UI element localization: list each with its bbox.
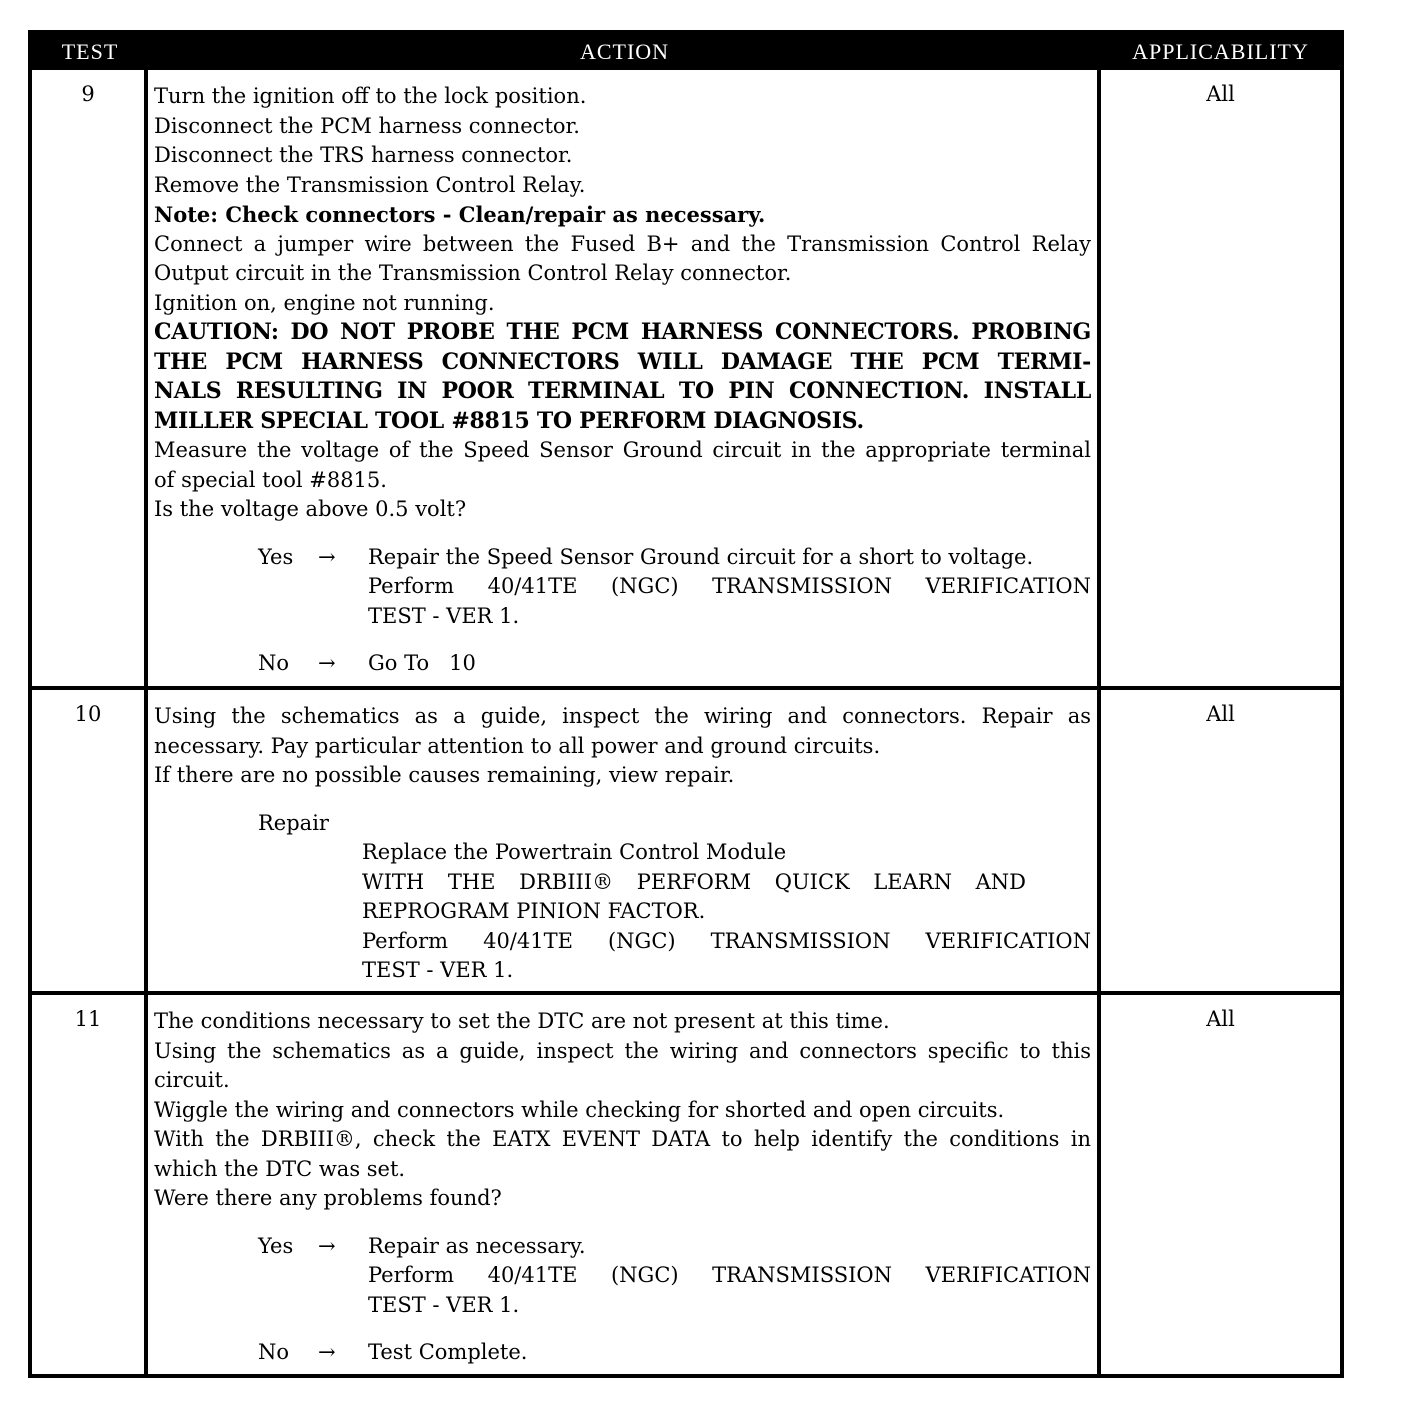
action-line: necessary. Pay particular attention to all power and ground circuits. (154, 733, 881, 758)
result-line: Repair the Speed Sensor Ground circuit for a short to voltage. (368, 544, 1034, 569)
no-result (154, 649, 1091, 679)
action-cell (148, 995, 1101, 1374)
action-line: Measure the voltage of the Speed Sensor Ground circuit in the appropriate terminal (154, 438, 1091, 462)
action-line: The conditions necessary to set the DTC are not present at this time. (154, 1009, 890, 1033)
yes-result (154, 543, 1091, 632)
no-label: No (258, 651, 290, 675)
no-result (154, 1338, 1091, 1368)
arrow-icon: → (318, 1233, 336, 1258)
result-line: TEST - VER 1. (368, 1292, 520, 1317)
caution-line: CAUTION: DO NOT PROBE THE PCM HARNESS CONNECTORS. PROBING (154, 319, 1091, 345)
applicability-value: All (1206, 1007, 1235, 1031)
action-line: Connect a jumper wire between the Fused B+ and the Transmission Control Relay (154, 231, 1091, 256)
note-line: Note: Check connectors - Clean/repair as necessary. (154, 202, 766, 227)
goto-link[interactable]: Go To 10 (368, 651, 476, 675)
question-line: Were there any problems found? (154, 1186, 502, 1210)
action-cell (148, 690, 1101, 991)
caution-line: THE PCM HARNESS CONNECTORS WILL DAMAGE THE PCM TERMI- (154, 348, 1091, 375)
no-label: No (258, 1340, 290, 1364)
repair-line: Perform 40/41TE (NGC) TRANSMISSION VERIFICATION (362, 928, 1091, 953)
repair-block (362, 838, 1091, 986)
question-line: Is the voltage above 0.5 volt? (154, 497, 467, 521)
table-row-test-10 (32, 686, 1340, 991)
action-line: Disconnect the TRS harness connector. (154, 143, 573, 167)
action-line: Using the schematics as a guide, inspect the wiring and connectors. Repair as (154, 704, 1091, 728)
test-number: 11 (32, 995, 148, 1374)
header-action: ACTION (579, 39, 670, 64)
table-header (32, 34, 1340, 70)
yes-label: Yes (258, 544, 294, 569)
caution-line: NALS RESULTING IN POOR TERMINAL TO PIN CONNECTION. INSTALL (154, 378, 1091, 404)
arrow-icon: → (318, 651, 336, 675)
test-number: 9 (32, 70, 148, 686)
arrow-icon: → (318, 1340, 336, 1364)
action-line: Output circuit in the Transmission Control Relay connector. (154, 261, 792, 285)
action-line: If there are no possible causes remaining, view repair. (154, 763, 735, 787)
action-line: which the DTC was set. (154, 1156, 406, 1181)
repair-line: WITH THE DRBIII® PERFORM QUICK LEARN AND (362, 869, 1026, 894)
action-line: Remove the Transmission Control Relay. (154, 172, 586, 197)
header-applicability: APPLICABILITY (1132, 39, 1309, 64)
applicability-value: All (1206, 82, 1235, 106)
action-line: of special tool #8815. (154, 467, 387, 492)
result-line: Repair as necessary. (368, 1233, 586, 1258)
applicability-value: All (1206, 702, 1235, 726)
header-test: TEST (61, 39, 119, 64)
action-line: Ignition on, engine not running. (154, 290, 495, 315)
action-line: circuit. (154, 1068, 230, 1092)
table-row-test-11 (32, 991, 1340, 1374)
result-line: Test Complete. (368, 1340, 528, 1364)
repair-label: Repair (258, 810, 329, 835)
action-line: Using the schematics as a guide, inspect the wiring and connectors specific to this (154, 1038, 1091, 1063)
caution-line: MILLER SPECIAL TOOL #8815 TO PERFORM DIAGNOSIS. (154, 407, 864, 434)
result-line: Perform 40/41TE (NGC) TRANSMISSION VERIFICATION (368, 1263, 1091, 1287)
action-line: Wiggle the wiring and connectors while checking for shorted and open circuits. (154, 1097, 1005, 1122)
action-line: With the DRBIII®, check the EATX EVENT DATA to help identify the conditions in (154, 1127, 1091, 1151)
test-number: 10 (32, 690, 148, 991)
repair-line: Replace the Powertrain Control Module (362, 840, 787, 864)
arrow-icon: → (318, 544, 336, 569)
result-line: Perform 40/41TE (NGC) TRANSMISSION VERIFICATION (368, 574, 1091, 598)
repair-line: REPROGRAM PINION FACTOR. (362, 899, 706, 923)
diagnostic-table (28, 30, 1344, 1378)
action-line: Turn the ignition off to the lock position. (154, 84, 587, 108)
result-line: TEST - VER 1. (368, 603, 520, 628)
yes-result (154, 1232, 1091, 1321)
action-cell (148, 70, 1101, 686)
repair-line: TEST - VER 1. (362, 958, 514, 982)
action-line: Disconnect the PCM harness connector. (154, 113, 580, 138)
table-row-test-9 (32, 70, 1340, 686)
yes-label: Yes (258, 1233, 294, 1258)
